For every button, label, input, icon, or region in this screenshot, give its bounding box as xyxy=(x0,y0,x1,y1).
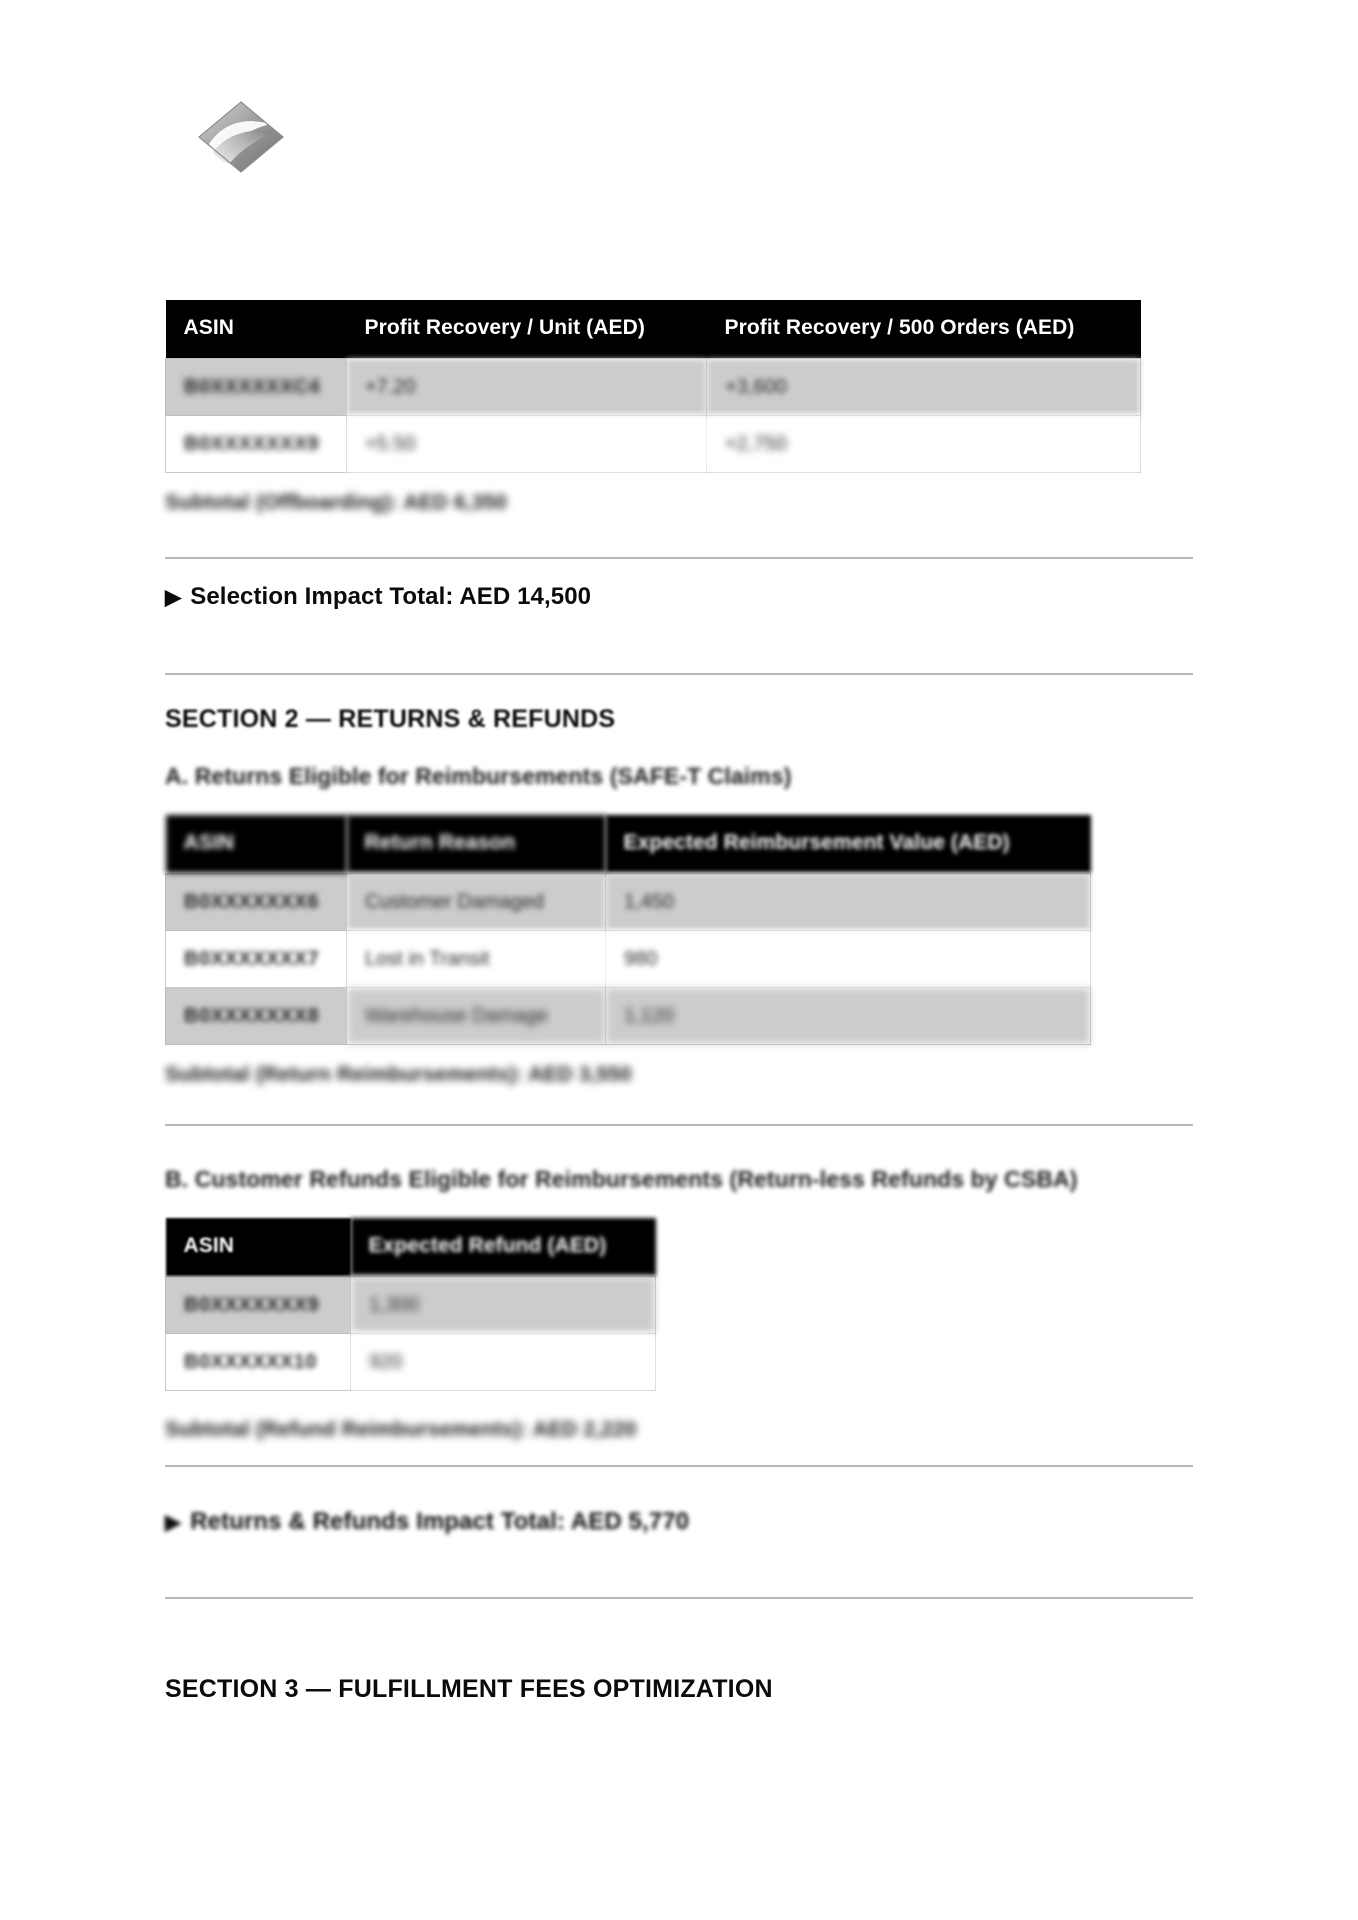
cell-asin xyxy=(166,359,347,416)
col-asin: ASIN xyxy=(166,815,347,874)
col-profit-recovery-unit: Profit Recovery / Unit (AED) xyxy=(347,300,707,359)
asin-value: B0XXXXXXX9 xyxy=(184,432,320,455)
cell-return-reason: Lost in Transit xyxy=(347,931,606,988)
table-row xyxy=(166,1277,656,1334)
selection-impact-total-label: Selection Impact Total: AED 14,500 xyxy=(190,583,592,610)
offboarding-table-wrapper xyxy=(165,300,1141,473)
col-return-reason: Return Reason xyxy=(347,815,606,874)
cell-refund-value: 1,300 xyxy=(351,1277,656,1334)
col-expected-reimbursement-value: Expected Reimbursement Value (AED) xyxy=(606,815,1091,874)
divider xyxy=(165,673,1193,675)
asin-value: B0XXXXXX10 xyxy=(184,1350,317,1373)
cell-asin xyxy=(166,416,347,473)
cell-asin xyxy=(166,1334,351,1391)
returns-refunds-impact-total xyxy=(165,1508,689,1536)
col-asin: ASIN xyxy=(166,300,347,359)
asin-value: B0XXXXXXX8 xyxy=(184,1004,320,1027)
table-row xyxy=(166,1334,656,1391)
return-reimbursements-subtotal: Subtotal (Return Reimbursements): AED 3,550 xyxy=(165,1063,632,1086)
triangle-bullet-icon: ▶ xyxy=(165,1511,182,1534)
table-row xyxy=(166,931,1091,988)
refunds-table-wrapper xyxy=(165,1218,656,1391)
divider xyxy=(165,1465,1193,1467)
cell-asin xyxy=(166,1277,351,1334)
table-header-row xyxy=(166,300,1141,359)
company-logo xyxy=(195,98,287,176)
offboarding-table xyxy=(165,300,1141,473)
cell-reimbursement-value: 1,120 xyxy=(606,988,1091,1045)
offboarding-subtotal: Subtotal (Offboarding): AED 6,350 xyxy=(165,491,508,514)
cell-return-reason: Warehouse Damage xyxy=(347,988,606,1045)
logo-wave-diamond-icon xyxy=(195,98,287,176)
divider xyxy=(165,1124,1193,1126)
section-2-heading: SECTION 2 — RETURNS & REFUNDS xyxy=(165,705,616,733)
cell-profit-unit: +7.20 xyxy=(347,359,707,416)
table-row xyxy=(166,359,1141,416)
table-row xyxy=(166,988,1091,1045)
cell-profit-unit: +5.50 xyxy=(347,416,707,473)
returns-refunds-impact-total-label: Returns & Refunds Impact Total: AED 5,770 xyxy=(190,1508,690,1535)
cell-profit-500: +3,600 xyxy=(707,359,1141,416)
cell-return-reason: Customer Damaged xyxy=(347,874,606,931)
cell-asin xyxy=(166,931,347,988)
cell-asin xyxy=(166,874,347,931)
safet-claims-table xyxy=(165,815,1091,1045)
selection-impact-total xyxy=(165,583,591,611)
table-header-row xyxy=(166,1218,656,1277)
cell-refund-value: 920 xyxy=(351,1334,656,1391)
cell-reimbursement-value: 980 xyxy=(606,931,1091,988)
asin-value: B0XXXXXXX6 xyxy=(184,890,320,913)
triangle-bullet-icon: ▶ xyxy=(165,586,182,609)
section-2b-heading: B. Customer Refunds Eligible for Reimbursements (Return-less Refunds by CSBA) xyxy=(165,1166,1078,1192)
table-row xyxy=(166,874,1091,931)
col-expected-refund: Expected Refund (AED) xyxy=(351,1218,656,1277)
table-header-row xyxy=(166,815,1091,874)
cell-profit-500: +2,750 xyxy=(707,416,1141,473)
asin-value: B0XXXXXXC4 xyxy=(184,375,321,398)
section-3-heading: SECTION 3 — FULFILLMENT FEES OPTIMIZATION xyxy=(165,1675,773,1703)
cell-asin xyxy=(166,988,347,1045)
refund-reimbursements-subtotal: Subtotal (Refund Reimbursements): AED 2,220 xyxy=(165,1418,637,1441)
divider xyxy=(165,1597,1193,1599)
col-profit-recovery-500-orders: Profit Recovery / 500 Orders (AED) xyxy=(707,300,1141,359)
table-row xyxy=(166,416,1141,473)
safet-table-wrapper xyxy=(165,815,1091,1045)
divider xyxy=(165,557,1193,559)
col-asin: ASIN xyxy=(166,1218,351,1277)
section-2a-heading: A. Returns Eligible for Reimbursements (SAFE-T Claims) xyxy=(165,763,792,789)
asin-value: B0XXXXXXX9 xyxy=(184,1293,320,1316)
asin-value: B0XXXXXXX7 xyxy=(184,947,320,970)
cell-reimbursement-value: 1,450 xyxy=(606,874,1091,931)
customer-refunds-table xyxy=(165,1218,656,1391)
